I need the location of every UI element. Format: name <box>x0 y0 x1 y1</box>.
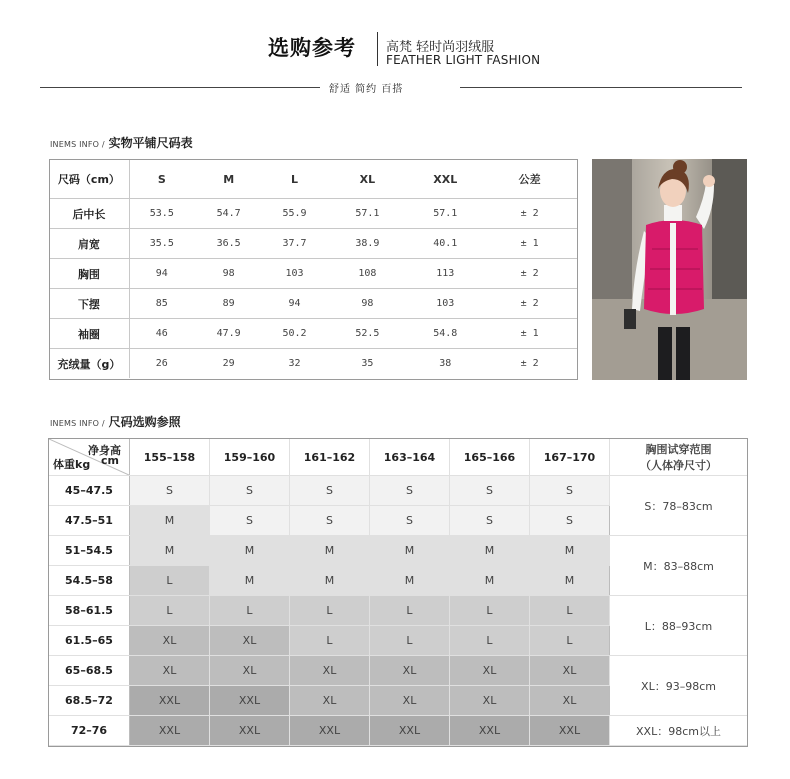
recommended-size: L <box>370 596 450 626</box>
page-header <box>0 0 790 100</box>
measurement-value: 108 <box>326 259 410 289</box>
measurement-value: 38 <box>409 349 481 379</box>
recommended-size: M <box>290 566 370 596</box>
section-label-cn: 尺码选购参照 <box>108 415 181 429</box>
recommended-size: L <box>530 626 610 656</box>
recommended-size: M <box>290 536 370 566</box>
measurement-value: 54.7 <box>194 199 264 229</box>
height-column-header: 163–164 <box>370 439 450 476</box>
measurement-name: 后中长 <box>49 199 129 229</box>
recommended-size: XXL <box>130 716 210 746</box>
brand-subtitle: 高梵 轻时尚羽绒服 <box>386 40 495 55</box>
weight-range: 47.5–51 <box>49 506 130 536</box>
tagline-rule-left <box>40 87 320 88</box>
weight-range: 45–47.5 <box>49 476 130 506</box>
recommended-size: L <box>370 626 450 656</box>
height-column-header: 165–166 <box>450 439 530 476</box>
measurement-value: 53.5 <box>129 199 193 229</box>
recommended-size: XL <box>290 686 370 716</box>
size-column-header: 公差 <box>481 160 578 199</box>
measurement-value: 103 <box>409 289 481 319</box>
tolerance-value: ± 1 <box>481 229 578 259</box>
size-column-header: M <box>194 160 264 199</box>
measurement-name: 肩宽 <box>49 229 129 259</box>
measurement-value: 94 <box>129 259 193 289</box>
measurement-value: 103 <box>264 259 326 289</box>
measurement-value: 37.7 <box>264 229 326 259</box>
size-selection-table <box>48 438 748 746</box>
chest-range-value: XXL：98cm以上 <box>610 716 748 746</box>
recommended-size: L <box>130 596 210 626</box>
measurement-value: 35 <box>326 349 410 379</box>
tolerance-value: ± 1 <box>481 319 578 349</box>
weight-range: 68.5–72 <box>49 686 130 716</box>
recommended-size: M <box>210 536 290 566</box>
recommended-size: XL <box>530 686 610 716</box>
size-guide-header-row <box>49 439 748 476</box>
size-column-header: XL <box>326 160 410 199</box>
recommended-size: M <box>450 536 530 566</box>
recommended-size: XL <box>130 626 210 656</box>
recommended-size: S <box>290 476 370 506</box>
recommended-size: XL <box>370 686 450 716</box>
measurement-value: 89 <box>194 289 264 319</box>
tagline: 舒适 简约 百搭 <box>329 84 404 95</box>
recommended-size: S <box>450 506 530 536</box>
recommended-size: M <box>370 566 450 596</box>
recommended-size: S <box>370 506 450 536</box>
height-unit: cm <box>101 454 119 467</box>
measurement-value: 113 <box>409 259 481 289</box>
measurement-value: 36.5 <box>194 229 264 259</box>
page-title: 选购参考 <box>268 36 356 60</box>
measurement-value: 46 <box>129 319 193 349</box>
height-column-header: 159–160 <box>210 439 290 476</box>
chest-range-header <box>610 439 748 476</box>
recommended-size: L <box>290 596 370 626</box>
recommended-size: XL <box>370 656 450 686</box>
recommended-size: XXL <box>450 716 530 746</box>
recommended-size: XXL <box>530 716 610 746</box>
tolerance-value: ± 2 <box>481 259 578 289</box>
recommended-size: XL <box>450 656 530 686</box>
recommended-size: S <box>130 476 210 506</box>
recommended-size: XXL <box>210 716 290 746</box>
product-photo <box>592 159 747 380</box>
measurement-value: 94 <box>264 289 326 319</box>
weight-label: 体重kg <box>53 458 91 471</box>
recommended-size: M <box>370 536 450 566</box>
recommended-size: XL <box>210 626 290 656</box>
weight-range: 58–61.5 <box>49 596 130 626</box>
measurement-name: 充绒量（g） <box>49 349 129 379</box>
weight-range: 65–68.5 <box>49 656 130 686</box>
measurement-name: 袖圈 <box>49 319 129 349</box>
weight-range: 54.5–58 <box>49 566 130 596</box>
title-divider <box>377 32 378 66</box>
chest-range-value: M：83–88cm <box>610 536 748 596</box>
measurement-value: 55.9 <box>264 199 326 229</box>
recommended-size: S <box>530 476 610 506</box>
measurement-value: 52.5 <box>326 319 410 349</box>
recommended-size: XXL <box>370 716 450 746</box>
recommended-size: XL <box>130 656 210 686</box>
chest-range-value: L：88–93cm <box>610 596 748 656</box>
measurement-value: 54.8 <box>409 319 481 349</box>
weight-range: 51–54.5 <box>49 536 130 566</box>
measurement-value: 40.1 <box>409 229 481 259</box>
measurement-value: 98 <box>194 259 264 289</box>
recommended-size: L <box>290 626 370 656</box>
measurement-value: 85 <box>129 289 193 319</box>
table-row <box>49 656 748 686</box>
recommended-size: M <box>210 566 290 596</box>
corner-header <box>49 439 130 476</box>
chest-range-subtitle: （人体净尺寸） <box>640 459 717 472</box>
table-row <box>49 596 748 626</box>
measurement-value: 38.9 <box>326 229 410 259</box>
chest-range-value: XL：93–98cm <box>610 656 748 716</box>
tolerance-value: ± 2 <box>481 199 578 229</box>
recommended-size: L <box>450 596 530 626</box>
measurement-value: 32 <box>264 349 326 379</box>
height-column-header: 167–170 <box>530 439 610 476</box>
section-label-en: INEMS INFO / <box>50 419 105 428</box>
chest-range-title: 胸围试穿范围 <box>645 443 712 456</box>
recommended-size: S <box>210 506 290 536</box>
recommended-size: M <box>130 536 210 566</box>
measurement-value: 35.5 <box>129 229 193 259</box>
recommended-size: L <box>530 596 610 626</box>
recommended-size: XL <box>450 686 530 716</box>
recommended-size: XXL <box>290 716 370 746</box>
recommended-size: L <box>450 626 530 656</box>
recommended-size: S <box>530 506 610 536</box>
recommended-size: XL <box>290 656 370 686</box>
recommended-size: M <box>450 566 530 596</box>
section-title-size-table <box>50 134 193 151</box>
tolerance-value: ± 2 <box>481 349 578 379</box>
recommended-size: M <box>530 566 610 596</box>
brand-subtitle-en: FEATHER LIGHT FASHION <box>386 53 541 67</box>
height-column-header: 161–162 <box>290 439 370 476</box>
measurement-value: 26 <box>129 349 193 379</box>
weight-range: 61.5–65 <box>49 626 130 656</box>
recommended-size: M <box>530 536 610 566</box>
tolerance-value: ± 2 <box>481 289 578 319</box>
section-label-en: INEMS INFO / <box>50 140 105 149</box>
tagline-rule-right <box>460 87 742 88</box>
weight-range: 72–76 <box>49 716 130 746</box>
recommended-size: XL <box>210 656 290 686</box>
height-column-header: 155–158 <box>130 439 210 476</box>
section-label-cn: 实物平铺尺码表 <box>108 136 193 150</box>
recommended-size: M <box>130 506 210 536</box>
recommended-size: XXL <box>210 686 290 716</box>
measurement-value: 57.1 <box>409 199 481 229</box>
measurement-value: 57.1 <box>326 199 410 229</box>
size-column-header: S <box>129 160 193 199</box>
size-column-header: XXL <box>409 160 481 199</box>
table-row <box>49 476 748 506</box>
measurement-value: 47.9 <box>194 319 264 349</box>
recommended-size: S <box>210 476 290 506</box>
recommended-size: L <box>210 596 290 626</box>
recommended-size: S <box>290 506 370 536</box>
section-title-size-guide <box>50 413 181 430</box>
size-cm-header: 尺码（cm） <box>49 160 129 199</box>
measurement-name: 下摆 <box>49 289 129 319</box>
table-row <box>49 716 748 746</box>
size-table-border <box>49 159 578 380</box>
model-wearing-vest-image <box>592 159 747 380</box>
recommended-size: L <box>130 566 210 596</box>
measurement-value: 29 <box>194 349 264 379</box>
measurement-value: 98 <box>326 289 410 319</box>
measurement-name: 胸围 <box>49 259 129 289</box>
chest-range-value: S：78–83cm <box>610 476 748 536</box>
recommended-size: S <box>450 476 530 506</box>
measurement-value: 50.2 <box>264 319 326 349</box>
recommended-size: XXL <box>130 686 210 716</box>
recommended-size: S <box>370 476 450 506</box>
height-label: 净身高 <box>88 444 121 457</box>
table-row <box>49 536 748 566</box>
recommended-size: XL <box>530 656 610 686</box>
size-column-header: L <box>264 160 326 199</box>
